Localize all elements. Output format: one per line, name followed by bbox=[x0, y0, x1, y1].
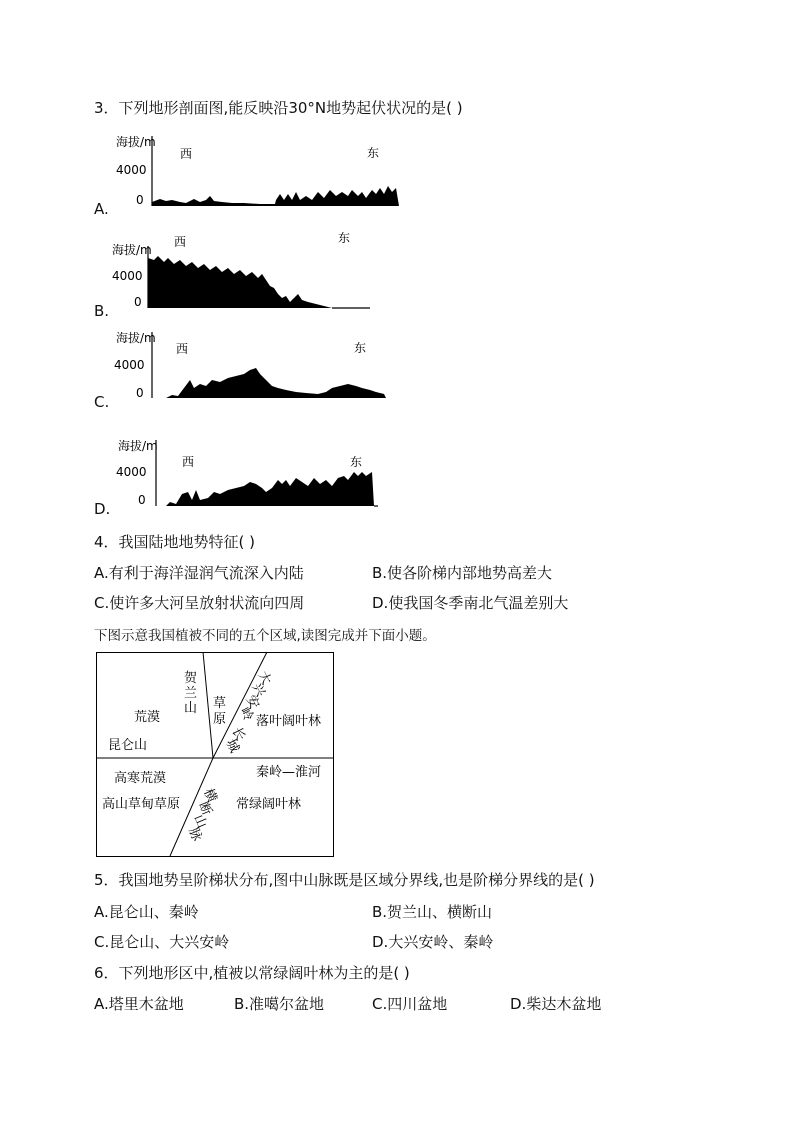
vegetation-region-map bbox=[96, 652, 336, 858]
profile-d-east: 东 bbox=[350, 455, 363, 469]
profile-a-tick-4000: 4000 bbox=[116, 163, 147, 177]
label-deciduous: 落叶阔叶林 bbox=[256, 714, 322, 729]
label-qinling: 秦岭—淮河 bbox=[256, 765, 322, 780]
label-helan-2: 兰 bbox=[184, 686, 198, 701]
svg-text:兴: 兴 bbox=[248, 681, 268, 700]
profile-a-chart bbox=[110, 130, 410, 215]
profile-a-west: 西 bbox=[180, 147, 193, 161]
svg-text:横: 横 bbox=[200, 786, 220, 805]
profile-d-ylabel: 海拔/m bbox=[118, 439, 158, 453]
profile-d-west: 西 bbox=[182, 455, 195, 469]
profile-d-letter: D. bbox=[94, 500, 111, 518]
q3-stem: 3．下列地形剖面图,能反映沿30°N地势起伏状况的是( ) bbox=[94, 99, 463, 117]
q5-stem: 5．我国地势呈阶梯状分布,图中山脉既是区域分界线,也是阶梯分界线的是( ) bbox=[94, 871, 595, 889]
profile-d-terrain bbox=[156, 472, 374, 506]
label-cold-desert: 高寒荒漠 bbox=[114, 771, 167, 786]
q6-option-b[interactable]: B.准噶尔盆地 bbox=[234, 995, 325, 1013]
label-desert: 荒漠 bbox=[134, 710, 161, 725]
svg-text:安: 安 bbox=[242, 693, 262, 712]
svg-text:脉: 脉 bbox=[185, 825, 205, 844]
profile-b-terrain bbox=[148, 256, 332, 308]
profile-c-tick-4000: 4000 bbox=[114, 358, 145, 372]
profile-a-ylabel: 海拔/m bbox=[116, 135, 156, 149]
helan-line bbox=[203, 652, 213, 758]
q6-option-a[interactable]: A.塔里木盆地 bbox=[94, 995, 184, 1013]
profile-b-letter: B. bbox=[94, 302, 110, 320]
profile-c-west: 西 bbox=[176, 342, 189, 356]
label-helan-3: 山 bbox=[184, 701, 198, 716]
q5-option-c[interactable]: C.昆仑山、大兴安岭 bbox=[94, 933, 230, 951]
q5-option-d[interactable]: D.大兴安岭、秦岭 bbox=[372, 933, 494, 951]
q5-option-b[interactable]: B.贺兰山、横断山 bbox=[372, 903, 493, 921]
label-great-wall bbox=[222, 725, 247, 755]
q4-option-a[interactable]: A.有利于海洋湿润气流深入内陆 bbox=[94, 564, 304, 582]
profile-d-chart bbox=[110, 432, 410, 512]
profile-c-east: 东 bbox=[354, 341, 367, 355]
svg-text:城: 城 bbox=[222, 737, 242, 756]
q6-stem: 6．下列地形区中,植被以常绿阔叶林为主的是( ) bbox=[94, 964, 410, 982]
profile-a-tick-0: 0 bbox=[136, 193, 144, 207]
profile-a-east: 东 bbox=[367, 146, 380, 160]
q6-option-c[interactable]: C.四川盆地 bbox=[372, 995, 448, 1013]
profile-c-chart bbox=[110, 326, 410, 406]
label-hengduan bbox=[185, 786, 220, 843]
label-grass-2: 原 bbox=[213, 712, 227, 727]
label-evergreen: 常绿阔叶林 bbox=[236, 797, 302, 812]
profile-b-east: 东 bbox=[338, 231, 351, 245]
svg-text:大: 大 bbox=[254, 669, 274, 688]
q6-option-d[interactable]: D.柴达木盆地 bbox=[510, 995, 602, 1013]
q4-stem: 4．我国陆地地势特征( ) bbox=[94, 533, 256, 551]
profile-b-tick-4000: 4000 bbox=[112, 269, 143, 283]
svg-text:断: 断 bbox=[195, 799, 215, 818]
label-kunlun: 昆仑山 bbox=[108, 738, 148, 753]
svg-text:岭: 岭 bbox=[236, 705, 256, 724]
profile-b-chart bbox=[110, 228, 410, 313]
profile-d-tick-0: 0 bbox=[138, 493, 146, 507]
q4-option-c[interactable]: C.使许多大河呈放射状流向四周 bbox=[94, 594, 305, 612]
profile-b-tick-0: 0 bbox=[134, 295, 142, 309]
label-helan-1: 贺 bbox=[184, 671, 198, 686]
map-intro: 下图示意我国植被不同的五个区域,读图完成并下面小题。 bbox=[94, 628, 436, 644]
label-alpine-meadow: 高山草甸草原 bbox=[102, 797, 181, 812]
profile-a-letter: A. bbox=[94, 200, 109, 218]
profile-c-terrain bbox=[152, 368, 386, 398]
q4-option-b[interactable]: B.使各阶梯内部地势高差大 bbox=[372, 564, 553, 582]
profile-a-terrain bbox=[152, 186, 399, 206]
profile-b-ylabel: 海拔/m bbox=[112, 243, 152, 257]
q4-option-d[interactable]: D.使我国冬季南北气温差别大 bbox=[372, 594, 569, 612]
profile-c-letter: C. bbox=[94, 393, 110, 411]
profile-d-tick-4000: 4000 bbox=[116, 465, 147, 479]
profile-c-ylabel: 海拔/m bbox=[116, 331, 156, 345]
svg-text:山: 山 bbox=[190, 812, 210, 831]
q5-option-a[interactable]: A.昆仑山、秦岭 bbox=[94, 903, 199, 921]
profile-b-west: 西 bbox=[174, 235, 187, 249]
svg-text:长: 长 bbox=[228, 725, 248, 744]
label-grass-1: 草 bbox=[213, 696, 227, 711]
profile-c-tick-0: 0 bbox=[136, 386, 144, 400]
